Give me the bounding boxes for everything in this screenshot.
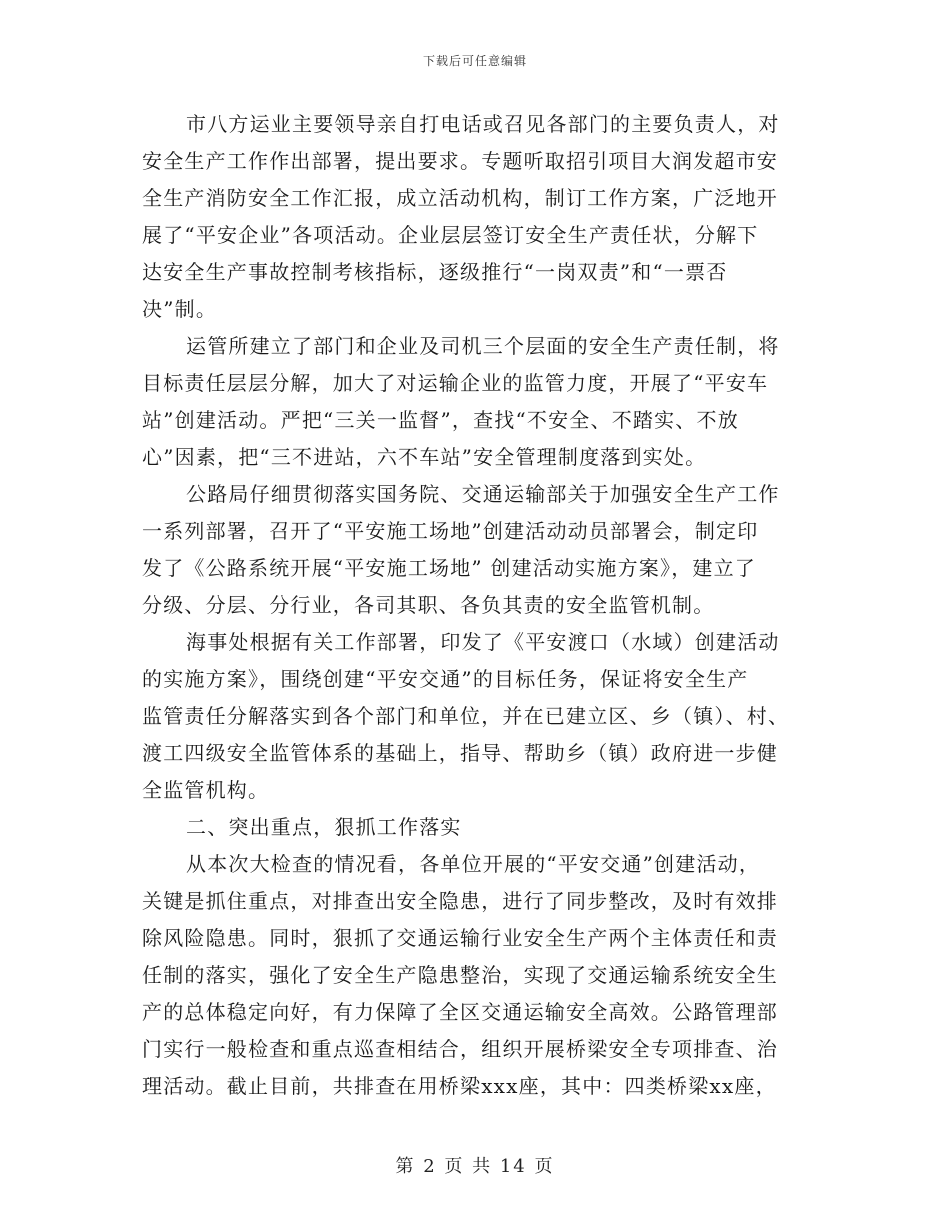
text-line: 门实行一般检查和重点巡查相结合，组织开展桥梁安全专项排查、治 (142, 1037, 778, 1061)
text-line: 全监管机构。 (142, 778, 270, 802)
document-body (142, 106, 810, 1105)
text-line: 运管所建立了部门和企业及司机三个层面的安全生产责任制，将 (186, 334, 780, 358)
text-line: 任制的落实，强化了安全生产隐患整治，实现了交通运输系统安全生 (142, 963, 778, 987)
text-line: 展了“平安企业”各项活动。企业层层签订安全生产责任状，分解下 (142, 223, 759, 247)
text-line: 安全生产工作作出部署，提出要求。专题听取招引项目大润发超市安 (142, 149, 778, 173)
text-line: 公路局仔细贯彻落实国务院、交通运输部关于加强安全生产工作 (186, 482, 780, 506)
text-line: 站”创建活动。严把“三关一监督”，查找“不安全、不踏实、不放 (142, 408, 739, 432)
text-line: 分级、分层、分行业，各司其职、各负其责的安全监管机制。 (142, 593, 715, 617)
page-number-footer: 第 2 页 共 14 页 (395, 1156, 555, 1177)
text-line: 心”因素，把“三不进站，六不车站”安全管理制度落到实处。 (142, 445, 707, 469)
text-line: 发了《公路系统开展“平安施工场地” 创建活动实施方案》，建立了 (142, 556, 757, 580)
text-line: 海事处根据有关工作部署，印发了《平安渡口（水域）创建活动 (186, 630, 780, 654)
section-heading: 二、突出重点，狠抓工作落实 (186, 815, 462, 839)
text-line: 渡工四级安全监管体系的基础上，指导、帮助乡（镇）政府进一步健 (142, 741, 778, 765)
text-line: 达安全生产事故控制考核指标，逐级推行“一岗双责”和“一票否 (142, 260, 728, 284)
text-line: 监管责任分解落实到各个部门和单位，并在已建立区、乡（镇）、村、 (142, 704, 790, 728)
page-header: 下载后可任意编辑 (422, 54, 527, 68)
text-line: 理活动。截止目前，共排查在用桥梁xxx座，其中：四类桥梁xx座， (142, 1074, 777, 1098)
text-line: 从本次大检查的情况看，各单位开展的“平安交通”创建活动， (186, 852, 761, 876)
text-line: 关键是抓住重点，对排查出安全隐患，进行了同步整改，及时有效排 (142, 889, 778, 913)
text-line: 的实施方案》，围绕创建“平安交通”的目标任务，保证将安全生产 (142, 667, 749, 691)
text-line: 产的总体稳定向好，有力保障了全区交通运输安全高效。公路管理部 (142, 1000, 778, 1024)
text-line: 除风险隐患。同时，狠抓了交通运输行业安全生产两个主体责任和责 (142, 926, 778, 950)
text-line: 决”制。 (142, 297, 218, 321)
text-line: 全生产消防安全工作汇报，成立活动机构，制订工作方案，广泛地开 (142, 186, 778, 210)
text-line: 一系列部署，召开了“平安施工场地”创建活动动员部署会，制定印 (142, 519, 759, 543)
text-line: 市八方运业主要领导亲自打电话或召见各部门的主要负责人，对 (186, 112, 780, 136)
text-line: 目标责任层层分解，加大了对运输企业的监管力度，开展了“平安车 (142, 371, 769, 395)
